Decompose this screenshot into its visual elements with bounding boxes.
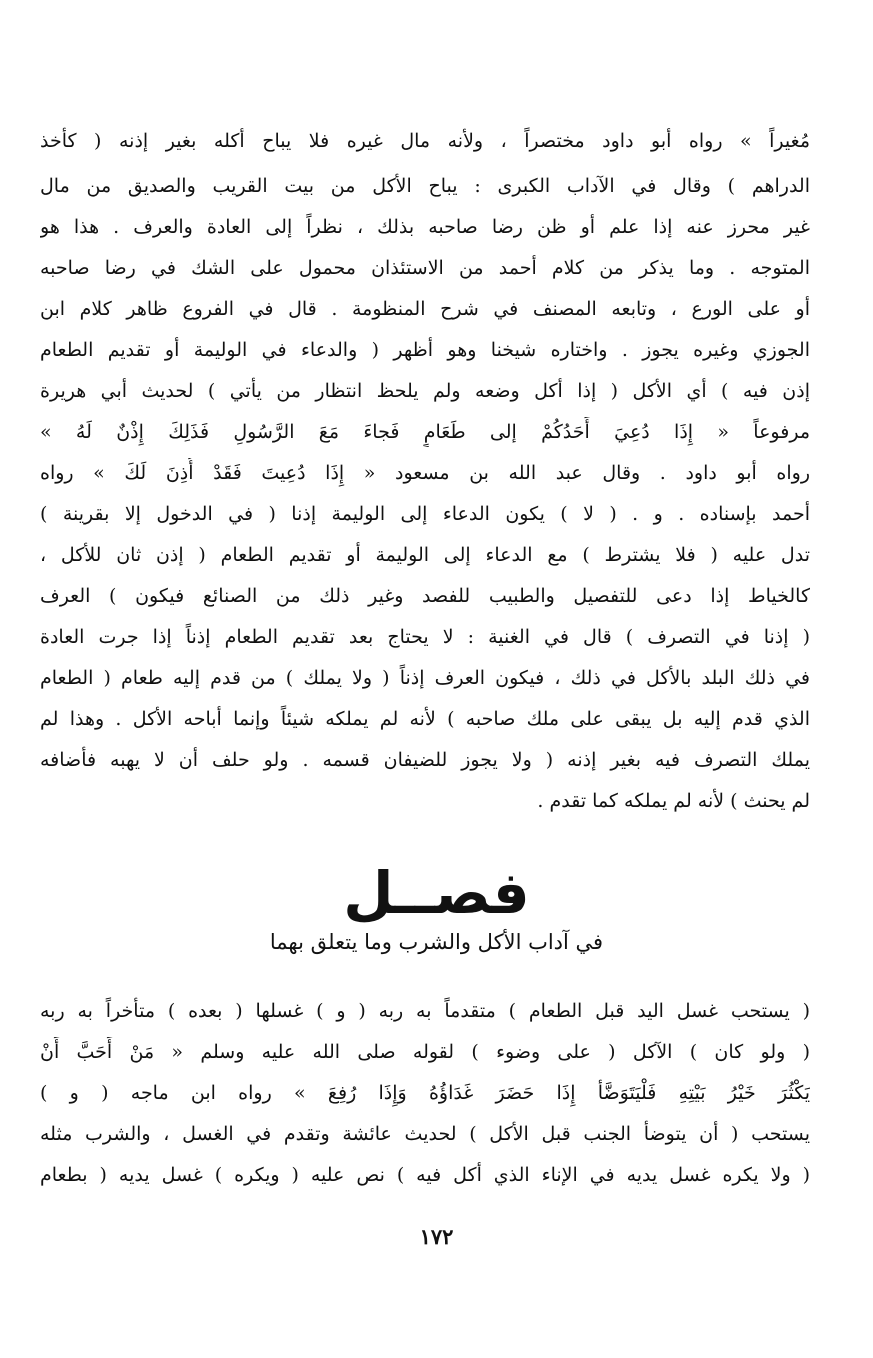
text-line: إذن فيه ) أي الأكل ( إذا أكل وضعه ولم يلحظ انتظار من يأتي ) لحديث أبي هريرة xyxy=(40,380,810,402)
text-line: يستحب ( أن يتوضأ الجنب قبل الأكل ) لحديث عائشة وتقدم في الغسل ، والشرب مثله xyxy=(40,1123,810,1145)
text-line: في ذلك البلد بالأكل في ذلك ، فيكون العرف إذناً ( ولا يملك ) من قدم إليه طعام ( الطعام xyxy=(40,667,810,689)
section-subheading: في آداب الأكل والشرب وما يتعلق بهما xyxy=(269,930,604,954)
text-line: مُغيراً » رواه أبو داود مختصراً ، ولأنه مال غيره فلا يباح أكله بغير إذنه ( كأخذ xyxy=(40,130,810,152)
text-line: أو على الورع ، وتابعه المصنف في شرح المنظومة . قال في الفروع ظاهر كلام ابن xyxy=(40,298,810,320)
text-line: مرفوعاً « إِذَا دُعِيَ أَحَدُكُمْ إلى طَعَامٍ فَجاءَ مَعَ الرَّسُولِ فَذَلِكَ إِذْنٌ لَهُ » xyxy=(40,421,810,443)
text-line: الدراهم ) وقال في الآداب الكبرى : يباح الأكل من بيت القريب والصديق من مال xyxy=(40,175,810,197)
text-line: رواه أبو داود . وقال عبد الله بن مسعود « إِذَا دُعِيتَ فَقَدْ أُذِنَ لَكَ » رواه xyxy=(40,462,810,484)
text-line: أحمد بإسناده . و . ( لا ) يكون الدعاء إلى الوليمة إذنا ( في الدخول إلا بقرينة ) xyxy=(40,503,810,525)
text-line: ( إذنا في التصرف ) قال في الغنية : لا يحتاج بعد تقديم الطعام إذناً إذا جرت العادة xyxy=(40,626,810,648)
text-line: المتوجه . وما يذكر من كلام أحمد من الاستئذان محمول على الشك في رضا صاحبه xyxy=(40,257,810,279)
text-line: ( ولو كان ) الآكل ( على وضوء ) لقوله صلى الله عليه وسلم « مَنْ أَحَبَّ أَنْ xyxy=(40,1041,810,1063)
text-line: لم يحنث ) لأنه لم يملكه كما تقدم . xyxy=(537,790,810,812)
text-line: ( يستحب غسل اليد قبل الطعام ) متقدماً به ربه ( و ) غسلها ( بعده ) متأخراً به ربه xyxy=(40,1000,810,1022)
text-line: غير محرز عنه إذا علم أو ظن رضا صاحبه بذلك ، نظراً إلى العادة والعرف . هذا هو xyxy=(40,216,810,238)
page-number: ١٧٢ xyxy=(419,1224,454,1249)
text-line: يملك التصرف فيه بغير إذنه ( ولا يجوز للضيفان قسمه . ولو حلف أن لا يهبه فأضافه xyxy=(40,749,810,771)
text-line: كالخياط إذا دعى للتفصيل والطبيب للفصد وغير ذلك من الصنائع فيكون ) العرف xyxy=(40,585,810,607)
text-line: الجوزي وغيره يجوز . واختاره شيخنا وهو أظهر ( والدعاء في الوليمة أو تقديم الطعام xyxy=(40,339,810,361)
section-heading: فصــل xyxy=(343,859,530,927)
text-line: الذي قدم إليه بل يبقى على ملك صاحبه ) لأنه لم يملكه شيئاً وإنما أباحه الأكل . وهذا لم xyxy=(40,708,810,730)
text-line: تدل عليه ( فلا يشترط ) مع الدعاء إلى الوليمة أو تقديم الطعام ( إذن ثان للأكل ، xyxy=(40,544,810,566)
text-line: ( ولا يكره غسل يديه في الإناء الذي أكل فيه ) نص عليه ( ويكره ) غسل يديه ( بطعام xyxy=(40,1164,810,1186)
text-line: يَكْثُرَ خَيْرُ بَيْتِهِ فَلْيَتَوَضَّأْ إِذَا حَضَرَ غَدَاؤُهُ وَإِذَا رُفِعَ » رواه ابن ماجه ( و ) xyxy=(40,1082,810,1104)
